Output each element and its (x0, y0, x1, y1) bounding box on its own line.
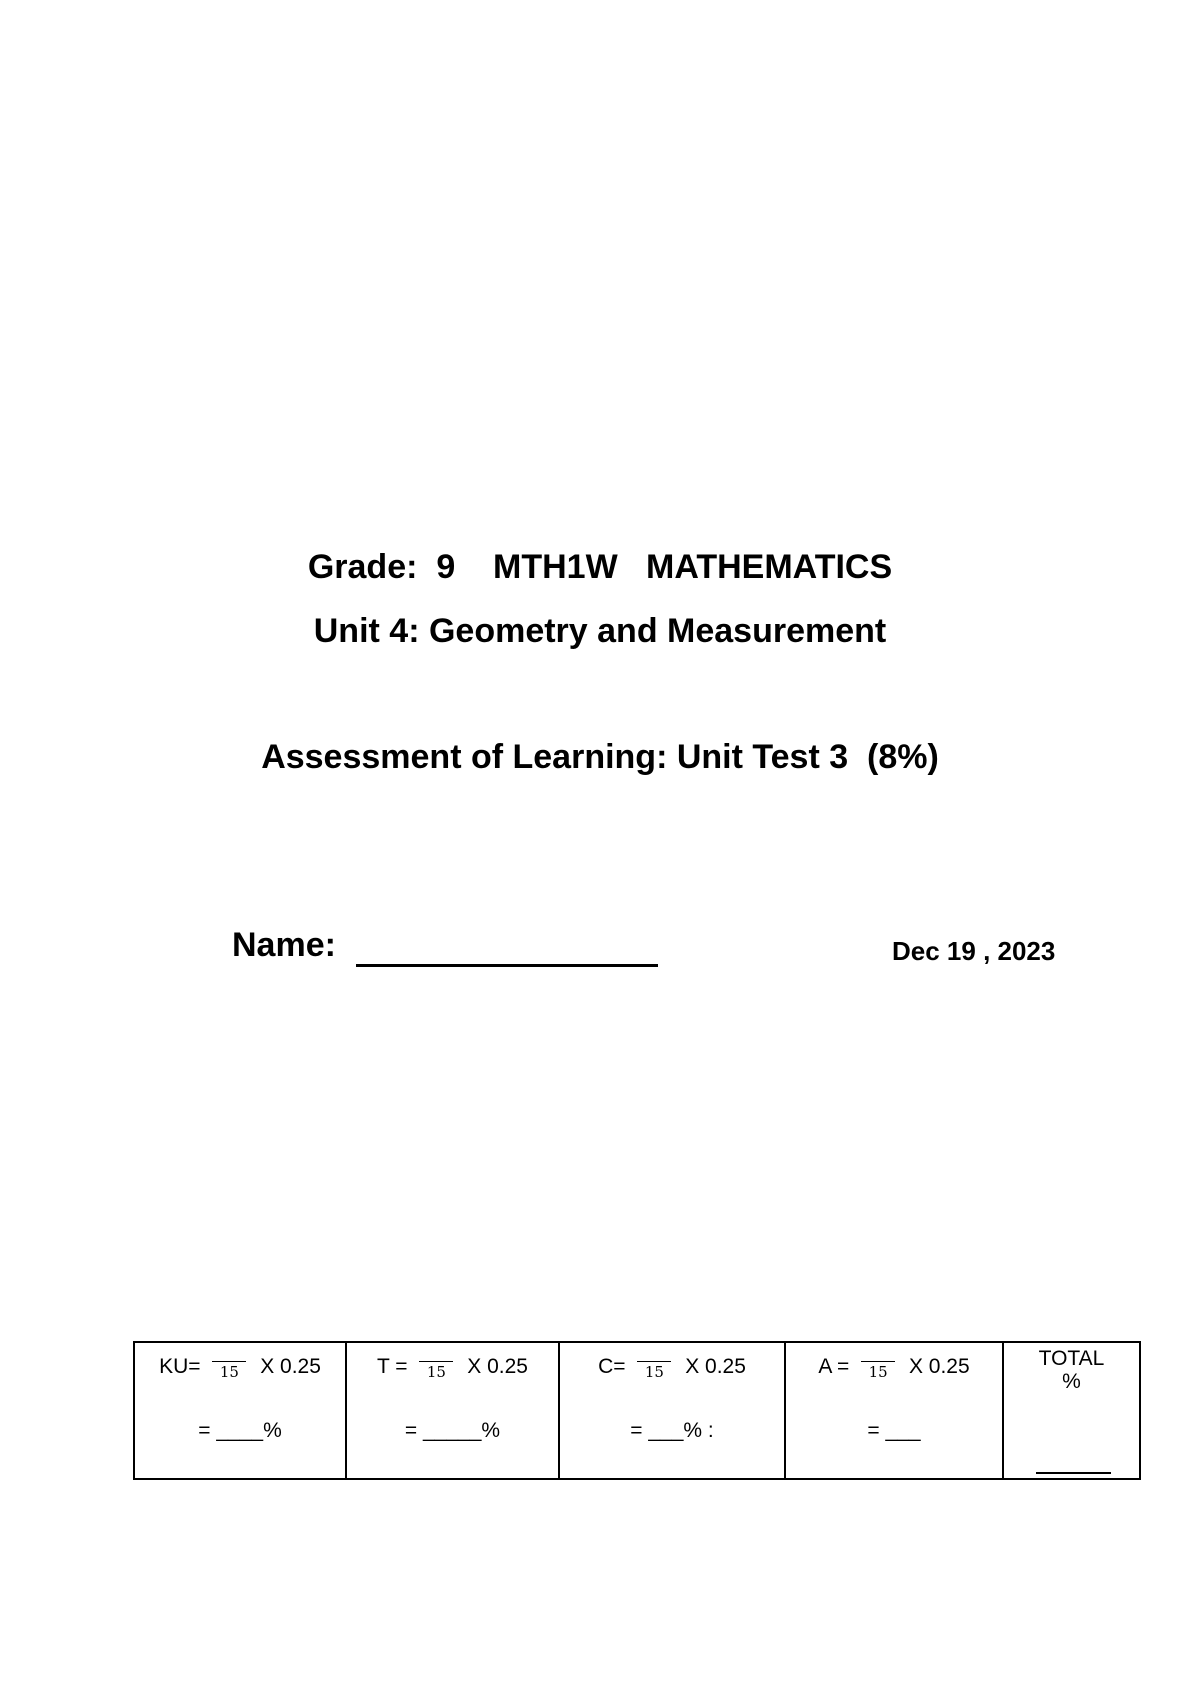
a-result: = ___ (867, 1419, 921, 1442)
t-multiplier: X 0.25 (467, 1355, 528, 1378)
ku-fraction (212, 1361, 246, 1381)
ku-denominator: 15 (219, 1363, 239, 1381)
c-denominator: 15 (644, 1363, 664, 1381)
t-result: = _____% (404, 1419, 501, 1442)
a-fraction (861, 1361, 895, 1381)
test-date: Dec 19 , 2023 (892, 936, 1056, 966)
ku-multiplier: X 0.25 (260, 1355, 321, 1378)
a-label: A = (818, 1355, 850, 1378)
c-label: C= (598, 1355, 626, 1378)
score-cell-t (347, 1343, 560, 1478)
ku-result: = ____% (198, 1419, 282, 1442)
t-label: T = (377, 1355, 408, 1378)
name-label: Name: (232, 926, 336, 964)
score-cell-ku (135, 1343, 347, 1478)
grade-line: Grade: 9 MTH1W MATHEMATICS (307, 548, 893, 586)
t-fraction (419, 1361, 453, 1381)
score-cell-a (786, 1343, 1004, 1478)
name-field[interactable] (356, 964, 658, 967)
total-label: TOTAL (1038, 1347, 1105, 1370)
c-fraction (637, 1361, 671, 1381)
c-result: = ___% : (630, 1419, 714, 1442)
a-denominator: 15 (868, 1363, 888, 1381)
t-denominator: 15 (426, 1363, 446, 1381)
total-unit: % (1062, 1370, 1081, 1393)
score-cell-total (1004, 1343, 1139, 1478)
a-multiplier: X 0.25 (908, 1355, 970, 1378)
c-multiplier: X 0.25 (685, 1355, 746, 1378)
score-cell-c (560, 1343, 786, 1478)
total-blank (1036, 1472, 1111, 1474)
assessment-title: Assessment of Learning: Unit Test 3 (8%) (261, 738, 939, 776)
score-table (133, 1341, 1141, 1480)
unit-title: Unit 4: Geometry and Measurement (313, 612, 887, 650)
ku-label: KU= (159, 1355, 201, 1378)
